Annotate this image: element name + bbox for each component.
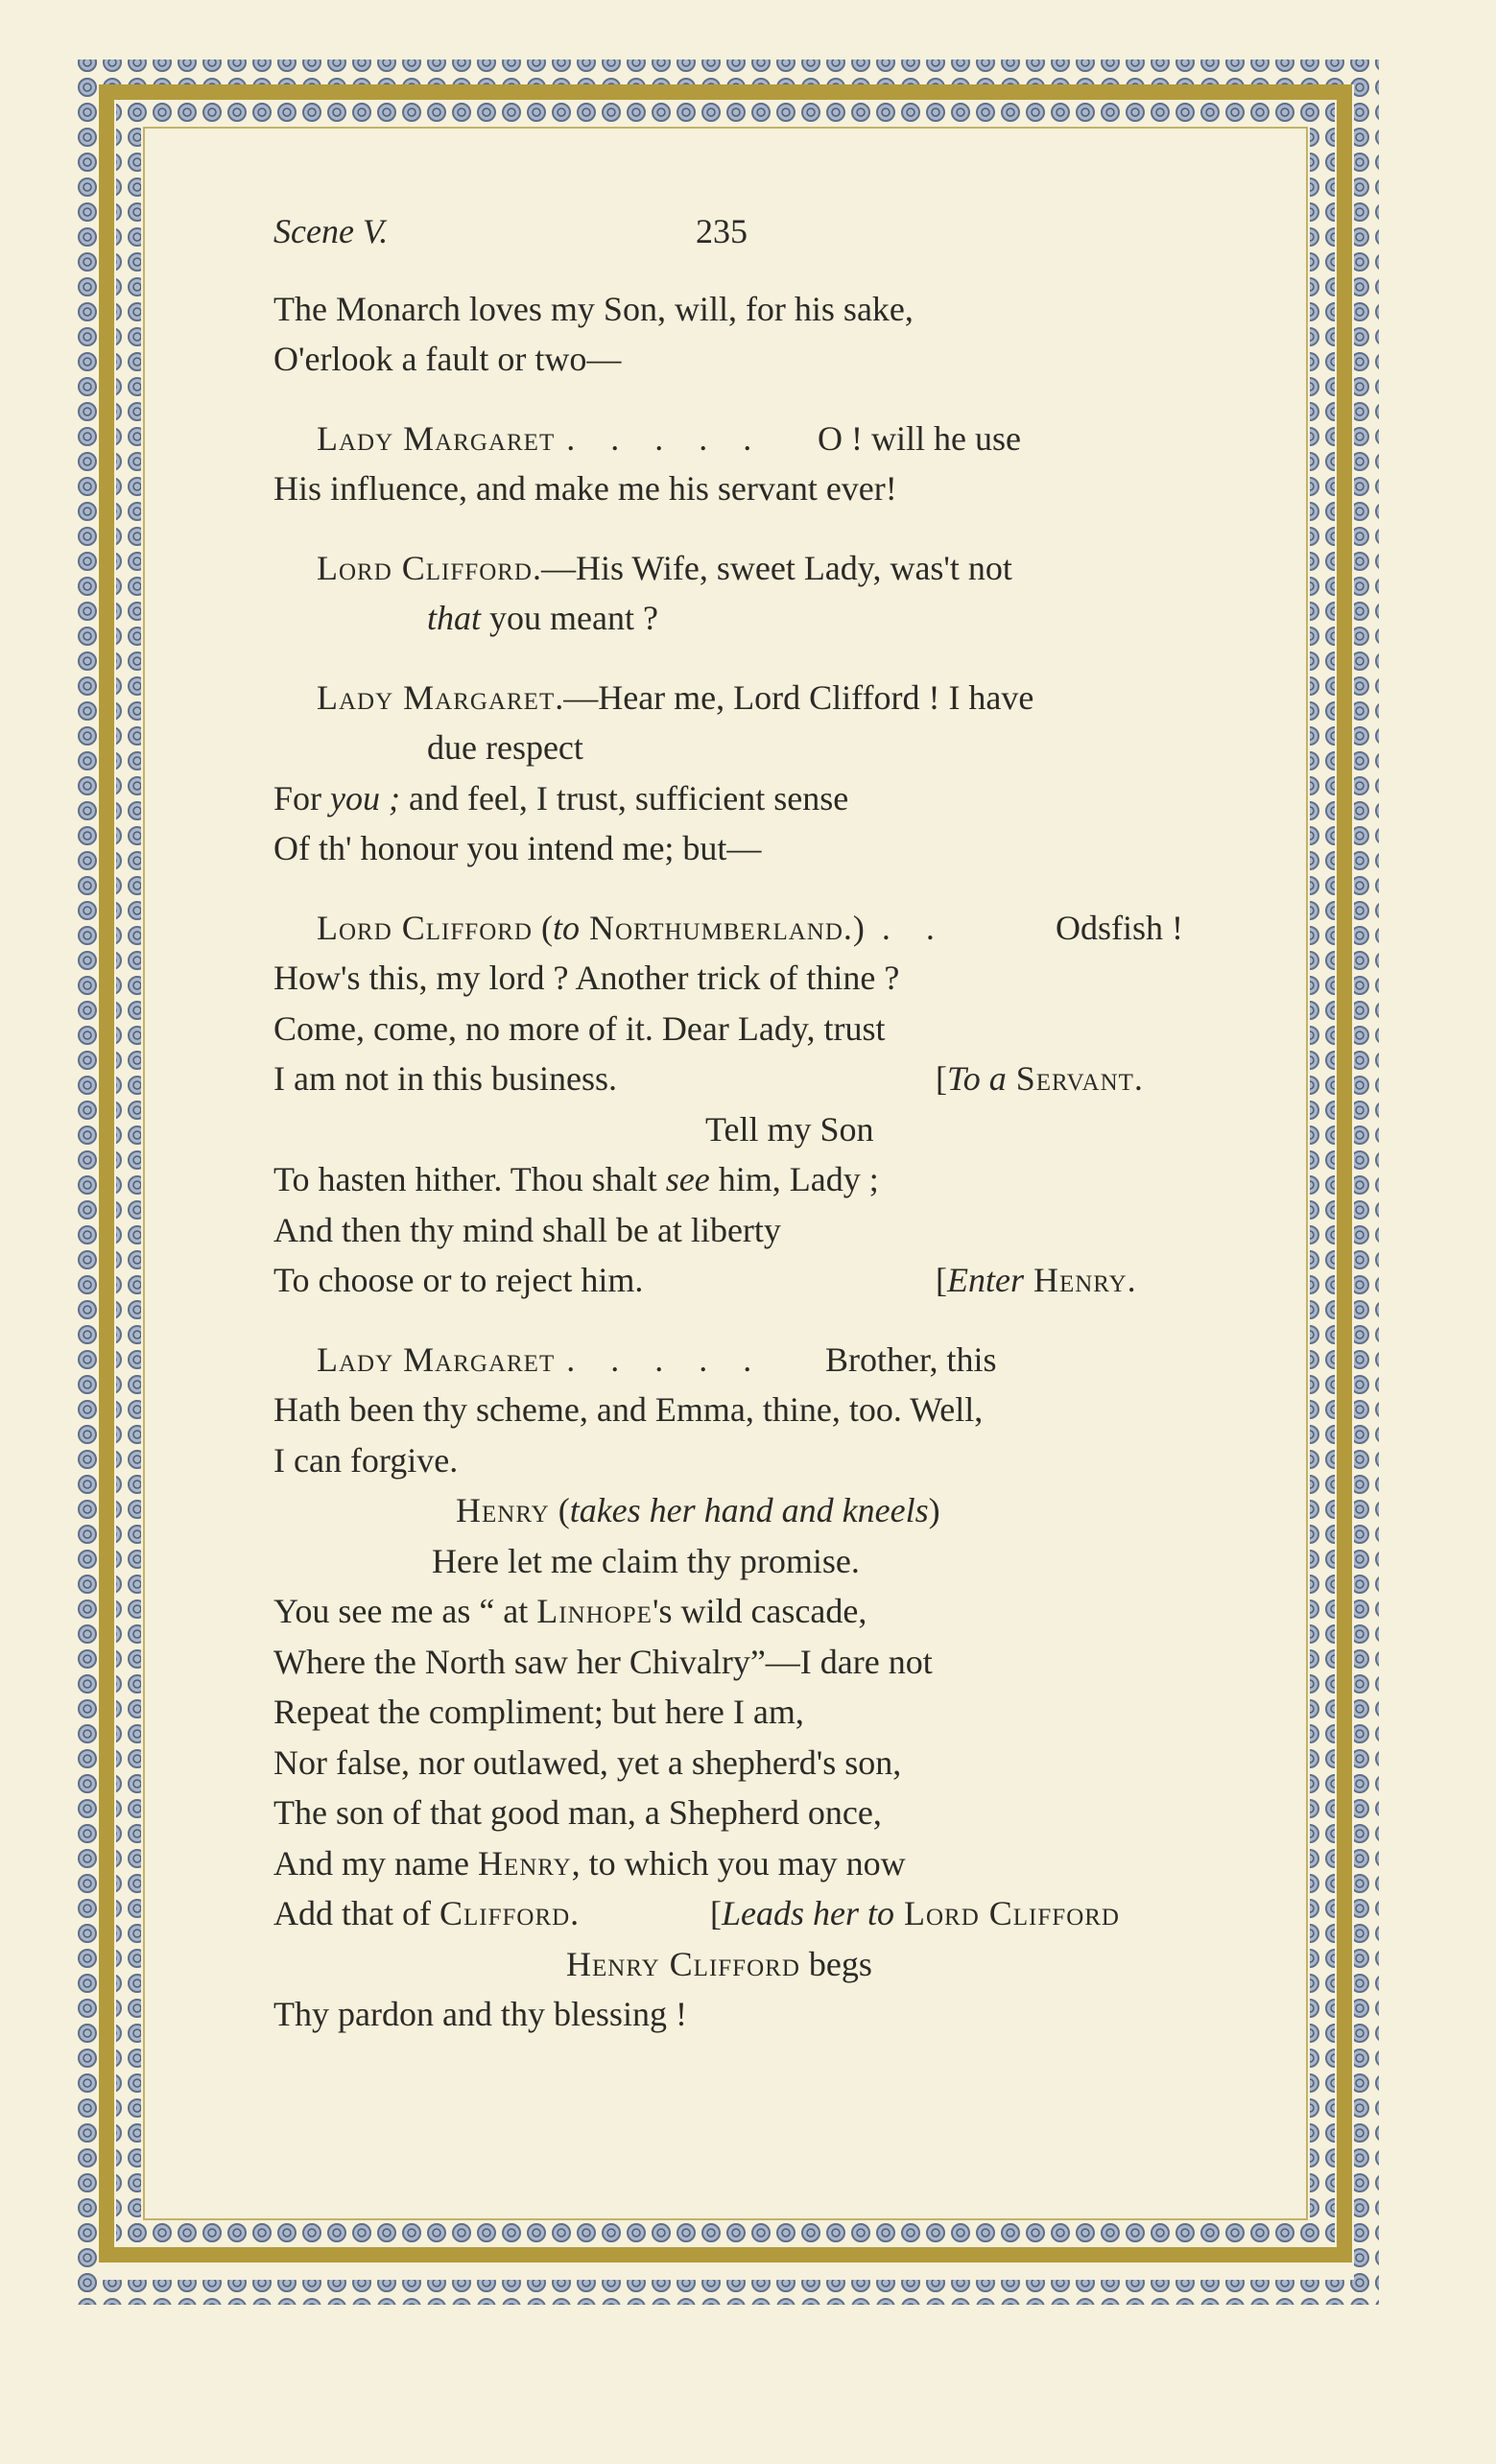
speech-heading: Henry (takes her hand and kneels) bbox=[456, 1491, 940, 1529]
verse-line: due respect bbox=[427, 728, 583, 767]
scene-label: Scene V. bbox=[273, 212, 389, 250]
verse-line: Thy pardon and thy blessing ! bbox=[273, 1995, 687, 2033]
verse-line: To hasten hither. Thou shalt see him, Lady ; bbox=[273, 1160, 879, 1198]
speaker-name: Lady Margaret bbox=[317, 677, 556, 717]
verse-line: And my name Henry, to which you may now bbox=[273, 1843, 906, 1883]
verse-line: And then thy mind shall be at liberty bbox=[273, 1210, 781, 1249]
verse-line: I can forgive. bbox=[273, 1440, 459, 1480]
speech-heading: Lord Clifford.—His Wife, sweet Lady, was't not bbox=[317, 548, 1012, 587]
verse-line: You see me as “ at Linhope's wild cascade, bbox=[273, 1592, 867, 1630]
verse-line: that you meant ? bbox=[427, 599, 658, 637]
verse-line: Come, come, no more of it. Dear Lady, trust bbox=[273, 1008, 886, 1048]
verse-line: Repeat the compliment; but here I am, bbox=[273, 1693, 804, 1731]
verse-line: To choose or to reject him. [Enter Henry. bbox=[273, 1255, 1233, 1306]
verse-line: O'erlook a fault or two— bbox=[273, 340, 622, 378]
verse-line: Of th' honour you intend me; but— bbox=[273, 829, 762, 867]
verse-line: Nor false, nor outlawed, yet a shepherd's son, bbox=[273, 1742, 902, 1782]
stage-direction: [To a Servant. bbox=[936, 1059, 1144, 1098]
page-number: 235 bbox=[696, 212, 748, 250]
verse-line: Tell my Son bbox=[705, 1109, 874, 1149]
speaker-name: Lady Margaret bbox=[317, 1339, 556, 1379]
speaker-name: Lady Margaret bbox=[317, 418, 556, 458]
verse-line: Hath been thy scheme, and Emma, thine, too. Well, bbox=[273, 1390, 984, 1429]
stage-direction: [Enter Henry. bbox=[936, 1261, 1137, 1299]
speaker-name: Lord Clifford bbox=[317, 908, 533, 947]
verse-line: Here let me claim thy promise. bbox=[432, 1541, 860, 1580]
verse-line: Add that of Clifford. [Leads her to Lord Clifford bbox=[273, 1888, 1233, 1939]
speech-heading: Lady Margaret.—Hear me, Lord Clifford ! I have bbox=[317, 677, 1034, 717]
verse-line: Henry Clifford begs bbox=[566, 1944, 872, 1983]
speech-heading: Lady Margaret . . . . . Brother, this bbox=[317, 1339, 997, 1379]
stage-direction: [Leads her to Lord Clifford bbox=[710, 1894, 1120, 1932]
verse-line: Where the North saw her Chivalry”—I dare not bbox=[273, 1642, 933, 1681]
speaker-name: Henry bbox=[456, 1491, 550, 1529]
speech-heading: Lady Margaret . . . . . O ! will he use bbox=[317, 418, 1021, 458]
verse-line: I am not in this business. [To a Servant. bbox=[273, 1054, 1233, 1104]
speech-heading: Lord Clifford (to Northumberland.) . . Odsfish ! bbox=[317, 908, 1183, 947]
verse-line: His influence, and make me his servant ever! bbox=[273, 469, 897, 508]
verse-line: How's this, my lord ? Another trick of thine ? bbox=[273, 959, 900, 997]
verse-line: The Monarch loves my Son, will, for his sake, bbox=[273, 289, 914, 328]
running-header bbox=[273, 206, 1233, 257]
verse-line: For you ; and feel, I trust, sufficient sense bbox=[273, 778, 849, 817]
speaker-name: Lord Clifford bbox=[317, 548, 533, 587]
text-block bbox=[273, 206, 1233, 2040]
verse-line: The son of that good man, a Shepherd once, bbox=[273, 1793, 882, 1832]
